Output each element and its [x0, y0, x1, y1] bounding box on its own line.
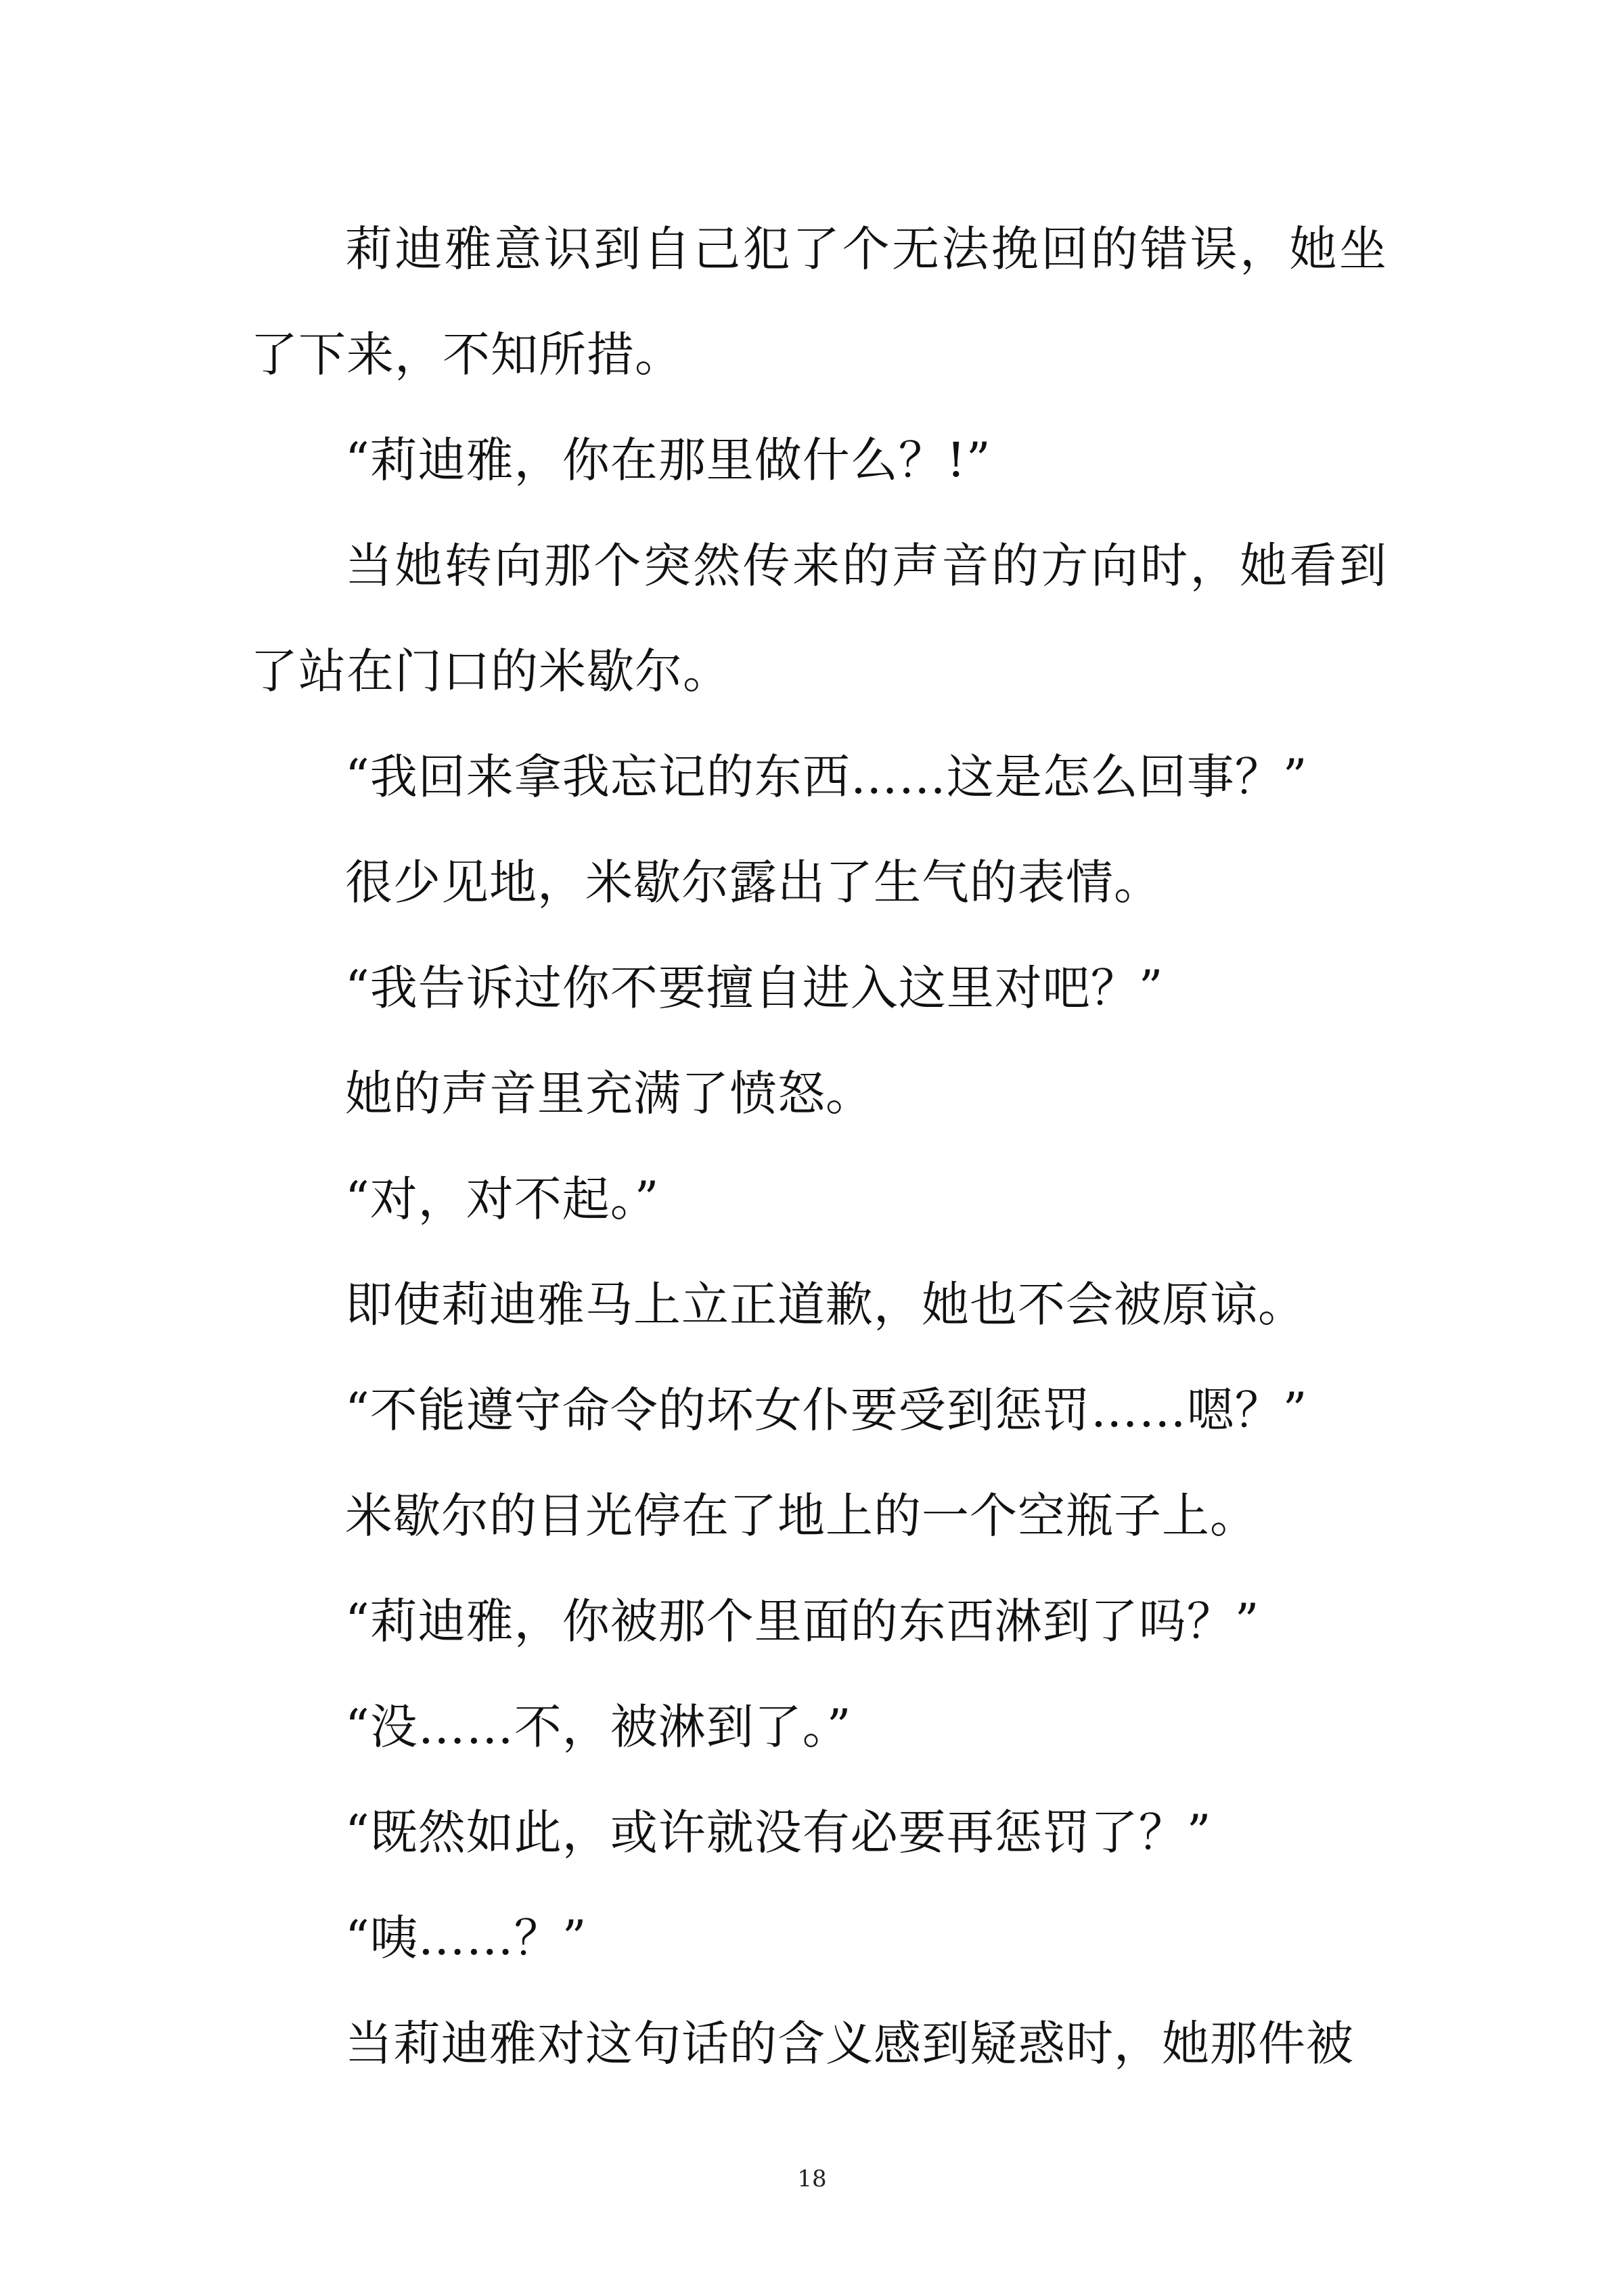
- paragraph: 莉迪雅意识到自己犯了个无法挽回的错误，她坐了下来，不知所措。: [250, 221, 1387, 382]
- paragraph: 她的声音里充满了愤怒。: [345, 1066, 874, 1121]
- paragraph: “我告诉过你不要擅自进入这里对吧？”: [345, 960, 1164, 1016]
- paragraph: “咦……？”: [345, 1910, 587, 1966]
- paragraph: “不能遵守命令的坏女仆要受到惩罚……嗯？”: [345, 1382, 1308, 1438]
- paragraph: “莉迪雅，你被那个里面的东西淋到了吗？”: [345, 1594, 1260, 1649]
- paragraph: “我回来拿我忘记的东西……这是怎么回事？”: [345, 749, 1308, 805]
- paragraph: 很少见地，米歇尔露出了生气的表情。: [345, 855, 1162, 910]
- paragraph: “莉迪雅，你在那里做什么？!”: [345, 432, 991, 488]
- paragraph: 当她转向那个突然传来的声音的方向时，她看到了站在门口的米歇尔。: [250, 538, 1387, 699]
- paragraph: “没……不，被淋到了。”: [345, 1699, 852, 1755]
- paragraph: 当莉迪雅对这句话的含义感到疑惑时，她那件被: [345, 2016, 1354, 2071]
- text-body: [250, 196, 1387, 2096]
- paragraph: 即使莉迪雅马上立正道歉，她也不会被原谅。: [345, 1277, 1306, 1332]
- paragraph: 米歇尔的目光停在了地上的一个空瓶子上。: [345, 1488, 1258, 1544]
- paragraph: “既然如此，或许就没有必要再惩罚了？”: [345, 1805, 1212, 1860]
- page-number: 18: [797, 2165, 827, 2192]
- paragraph: “对，对不起。”: [345, 1171, 660, 1227]
